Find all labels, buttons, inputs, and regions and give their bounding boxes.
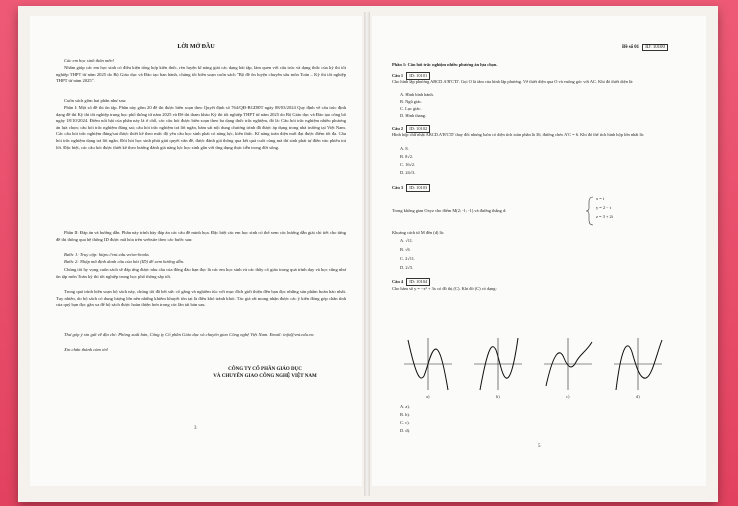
system-eq-1: x = t <box>596 196 605 201</box>
question-4-option-b: B. b). <box>400 412 410 417</box>
question-2-option-c: C. 16√2. <box>400 162 416 167</box>
step1-link[interactable]: Bước 1: Truy cập: https://vnt.edu.vn/on-books <box>64 252 149 257</box>
question-1-option-b: B. Ngũ giác. <box>400 99 423 104</box>
question-2-option-d: D. 24√3. <box>400 170 416 175</box>
question-2-id: ID: 10102 <box>406 125 430 133</box>
question-2-option-a: A. 8. <box>400 146 409 151</box>
graph-d-label: d) <box>636 394 640 399</box>
graph-d <box>612 336 664 392</box>
greeting: Các em học sinh thân mến! <box>64 58 115 63</box>
question-3-header <box>392 184 430 192</box>
part-title: Phần 1: Câu hỏi trắc nghiệm nhiều phương án lựa chọn. <box>392 62 498 67</box>
paragraph-structure: Cuốn sách gồm hai phần như sau: <box>64 98 127 103</box>
book-spine <box>364 12 370 496</box>
page-title: LỜI MỞ ĐẦU <box>177 44 215 50</box>
graph-c <box>542 336 594 392</box>
question-1-option-c: C. Lục giác. <box>400 106 422 111</box>
question-3-label: Câu 3 <box>392 185 404 190</box>
page-number-left: 3 <box>194 426 197 431</box>
question-4-header <box>392 278 430 286</box>
paragraph-hope: Chúng tôi hy vọng cuốn sách sẽ đáp ứng được nhu cầu của đông đảo bạn đọc là các em học sinh và các thầy cô giáo trong quá trình dạy và học cũng như ôn tập môn Toán kỳ thi tốt nghiệp trung học phổ thông sắp tới. <box>56 267 346 279</box>
question-1-option-a: A. Hình bình hành. <box>400 92 434 97</box>
company-name-line1: CÔNG TY CỔ PHẦN GIÁO DỤC <box>228 367 302 372</box>
question-2-label: Câu 2 <box>392 126 404 131</box>
question-3-option-c: C. 2√11. <box>400 256 416 261</box>
left-page <box>30 16 362 486</box>
graph-a <box>402 336 454 392</box>
paragraph-part2: Phần II: Đáp án và hướng dẫn. Phần này trình bày đáp án các câu đề minh họa. Đặc biệt các em học sinh có thể xem các hướng dẫn giải chi tiết cho từng đề thi thông qua hệ thống ID được mã hóa trên website theo các bước sau: <box>56 230 346 242</box>
question-1-text: Cho hình lập phương ABCD.A'B'C'D'. Gọi O là tâm của hình lập phương. Vẽ thiết diện qua O và vuông góc với AC. Khi đó thiết diện là: <box>392 79 634 84</box>
graph-a-label: a) <box>426 394 430 399</box>
brace-icon <box>586 196 594 226</box>
exam-code-label: Đề số 01 <box>622 45 640 50</box>
question-1-id: ID: 10101 <box>406 72 430 80</box>
right-page <box>372 16 706 486</box>
question-4-label: Câu 4 <box>392 279 404 284</box>
question-3-id: ID: 10103 <box>406 184 430 192</box>
question-4-option-a: A. a). <box>400 404 410 409</box>
question-3-option-a: A. √11. <box>400 238 414 243</box>
graph-b <box>472 336 524 392</box>
question-3-text2: Khoảng cách từ M đến (d) là: <box>392 230 444 235</box>
paragraph-effort: Trong quá trình biên soạn bộ sách này, chúng tôi đã hết sức cố gắng và nghiêm túc với mục đích giới thiệu đến bạn đọc những sản phẩm hoàn hảo nhất. Tuy nhiên, do bộ sách có dung lượng lớn nên những khiếm khuyết tồn tại là điều khó tránh khỏi. Tác giả rất mong nhận được các ý kiến đóng góp chân tình của quý bạn đọc gần xa để bộ sách được hoàn thiện hơn trong các lần tái bản sau. <box>56 289 346 308</box>
question-2-text: Hình hộp chữ nhật ABCD.A'B'C'D' thay đổi nhưng luôn có diện tích toàn phần là 36, đường chéo A'C = 6. Khi đó thể tích hình hộp lớn nhất là: <box>392 132 644 137</box>
step2: Bước 2: Nhập mã định danh câu của bài (ID) để xem hướng dẫn. <box>64 259 185 264</box>
graph-b-label: b) <box>496 394 500 399</box>
question-1-label: Câu 1 <box>392 73 404 78</box>
paragraph-thanks: Xin chân thành cảm ơn! <box>64 347 109 352</box>
exam-code <box>622 44 668 51</box>
open-book <box>18 6 718 502</box>
question-4-option-d: D. d). <box>400 428 411 433</box>
question-4-text: Cho hàm số y = −x³ + 3x có đồ thị (C). Khi đó (C) có dạng: <box>392 286 497 291</box>
exam-code-id: ID: 10100 <box>642 44 668 51</box>
question-3-option-b: B. √6 <box>400 247 410 252</box>
question-3-text: Trong không gian Oxyz cho điểm M(2; -1; -1) và đường thẳng d: <box>392 208 507 213</box>
question-2-option-b: B. 8√2. <box>400 154 414 159</box>
company-name-line2: VÀ CHUYỂN GIAO CÔNG NGHỆ VIỆT NAM <box>213 374 317 379</box>
paragraph-contact: Thư góp ý xin gửi về địa chỉ: Phòng xuất bản, Công ty Cổ phần Giáo dục và chuyển giao Công nghệ Việt Nam. Email: info@vnt.edu.vn. <box>64 332 315 337</box>
page-number-right: 5 <box>538 444 541 449</box>
question-3-option-d: D. 2√5. <box>400 265 414 270</box>
paragraph-part1: Phần I: Một số đề thi ôn tập. Phần này gồm 20 đề thi được biên soạn theo Quyết định số 764/QĐ-BGDĐT ngày 08/03/2024 Quy định về cấu trúc định dạng đề thi Kỳ thi tốt nghiệp trung học phổ thông từ năm 2025 và Đề thi tham khảo Kỳ thi tốt nghiệp THPT từ năm 2025 do Bộ Giáo dục và Đào tạo công bố ngày 18/10/2024. Điểm nổi bật của phần này là ở chỗ, các câu hỏi được biên soạn theo ba dạng thức trắc nghiệm, đó là: Câu hỏi trắc nghiệm nhiều phương án lựa chọn; câu hỏi trắc nghiệm đúng sai; câu hỏi trắc nghiệm trả lời ngắn, bám sát nội dung chương trình đã được áp dụng trong nhà trường tại Việt Nam. Các câu hỏi trắc nghiệm đúng/sai được thiết kế theo mức độ yêu cầu học sinh phải có năng lực, kiến thức. Kĩ năng toàn diện mới đạt được điểm tối đa. Câu hỏi trắc nghiệm dạng trả lời ngắn. Đòi hỏi học sinh phải giải quyết vấn đề, được đánh giá thông qua kết quả cuối cùng mà thí sinh phải tự điền vào phiếu trả lời. Đặc biệt, các câu hỏi được thiết kế theo hướng đánh giá năng lực học sinh gắn với ứng dụng thực tiễn trong đời sống. <box>56 105 346 150</box>
question-4-option-c: C. c). <box>400 420 410 425</box>
system-eq-2: y = 2 − t <box>596 205 611 210</box>
intro-paragraph: Nhằm giúp các em học sinh có điều kiện tổng hợp kiến thức, rèn luyện kĩ năng giải các dạng bài tập, làm quen với cấu trúc và dạng thức của kỳ thi tốt nghiệp THPT từ năm 2025 do Bộ Giáo dục và Đào tạo ban hành, chúng tôi biên soạn cuốn sách "Bộ đề ôn luyện chuyên sâu môn Toán – Kỳ thi tốt nghiệp THPT từ năm 2025". <box>56 65 346 84</box>
question-4-id: ID: 10104 <box>406 278 430 286</box>
graph-c-label: c) <box>566 394 570 399</box>
question-1-option-d: D. Hình thang. <box>400 113 427 118</box>
system-eq-3: z = 3 + 2t <box>596 214 613 219</box>
